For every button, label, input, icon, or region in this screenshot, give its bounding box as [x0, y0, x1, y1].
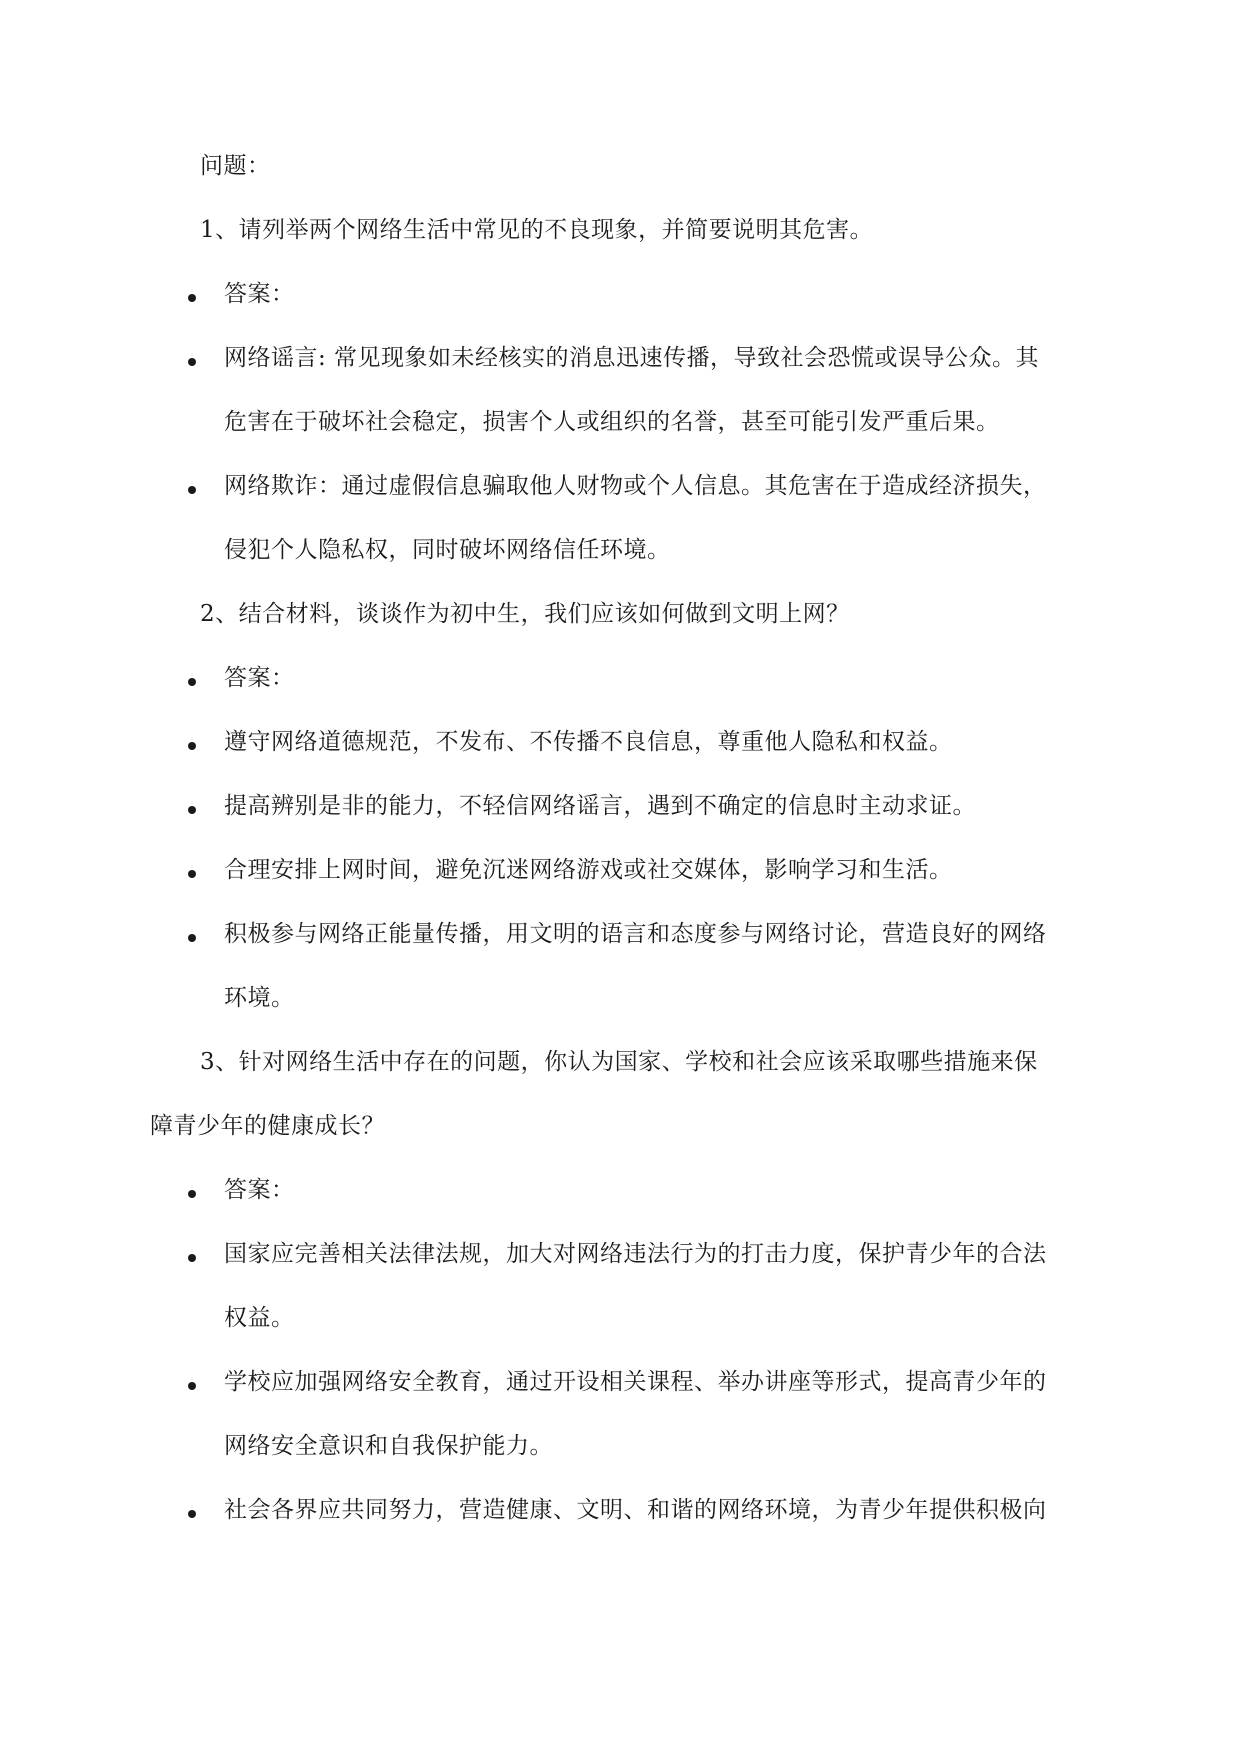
question-2: 2、结合材料，谈谈作为初中生，我们应该如何做到文明上网？ — [200, 601, 850, 627]
q1-item-2-line-1: 网络欺诈：通过虚假信息骗取他人财物或个人信息。其危害在于造成经济损失， — [224, 473, 1047, 499]
q1-answer-label: 答案： — [224, 281, 295, 307]
q3-item-1-line-1: 国家应完善相关法律法规，加大对网络违法行为的打击力度，保护青少年的合法 — [224, 1241, 1047, 1267]
q2-answer-label: 答案： — [224, 665, 295, 691]
bullet-icon — [188, 1382, 196, 1390]
q1-item-1-line-1: 网络谣言: 常见现象如未经核实的消息迅速传播，导致社会恐慌或误导公众。其 — [224, 345, 1040, 371]
bullet-icon — [188, 870, 196, 878]
q2-item-4-line-2: 环境。 — [224, 985, 295, 1011]
heading: 问题： — [200, 153, 271, 179]
bullet-icon — [188, 678, 196, 686]
bullet-icon — [188, 1190, 196, 1198]
q3-answer-label: 答案： — [224, 1177, 295, 1203]
q2-item-2: 提高辨别是非的能力，不轻信网络谣言，遇到不确定的信息时主动求证。 — [224, 793, 976, 819]
question-3-line-2: 障青少年的健康成长？ — [150, 1113, 385, 1139]
bullet-icon — [188, 1254, 196, 1262]
bullet-icon — [188, 742, 196, 750]
bullet-icon — [188, 294, 196, 302]
q2-item-1: 遵守网络道德规范，不发布、不传播不良信息，尊重他人隐私和权益。 — [224, 729, 953, 755]
bullet-icon — [188, 934, 196, 942]
q1-item-1-line-2: 危害在于破坏社会稳定，损害个人或组织的名誉，甚至可能引发严重后果。 — [224, 409, 1000, 435]
bullet-icon — [188, 806, 196, 814]
q1-item-2-line-2: 侵犯个人隐私权，同时破坏网络信任环境。 — [224, 537, 671, 563]
question-1: 1、请列举两个网络生活中常见的不良现象，并简要说明其危害。 — [200, 217, 874, 243]
bullet-icon — [188, 486, 196, 494]
q2-item-3: 合理安排上网时间，避免沉迷网络游戏或社交媒体，影响学习和生活。 — [224, 857, 953, 883]
q3-item-3: 社会各界应共同努力，营造健康、文明、和谐的网络环境，为青少年提供积极向 — [224, 1497, 1047, 1523]
q3-item-2-line-2: 网络安全意识和自我保护能力。 — [224, 1433, 553, 1459]
q2-item-4-line-1: 积极参与网络正能量传播，用文明的语言和态度参与网络讨论，营造良好的网络 — [224, 921, 1047, 947]
q3-item-1-line-2: 权益。 — [224, 1305, 295, 1331]
bullet-icon — [188, 358, 196, 366]
bullet-icon — [188, 1510, 196, 1518]
question-3-line-1: 3、针对网络生活中存在的问题，你认为国家、学校和社会应该采取哪些措施来保 — [200, 1049, 1038, 1075]
q3-item-2-line-1: 学校应加强网络安全教育，通过开设相关课程、举办讲座等形式，提高青少年的 — [224, 1369, 1047, 1395]
